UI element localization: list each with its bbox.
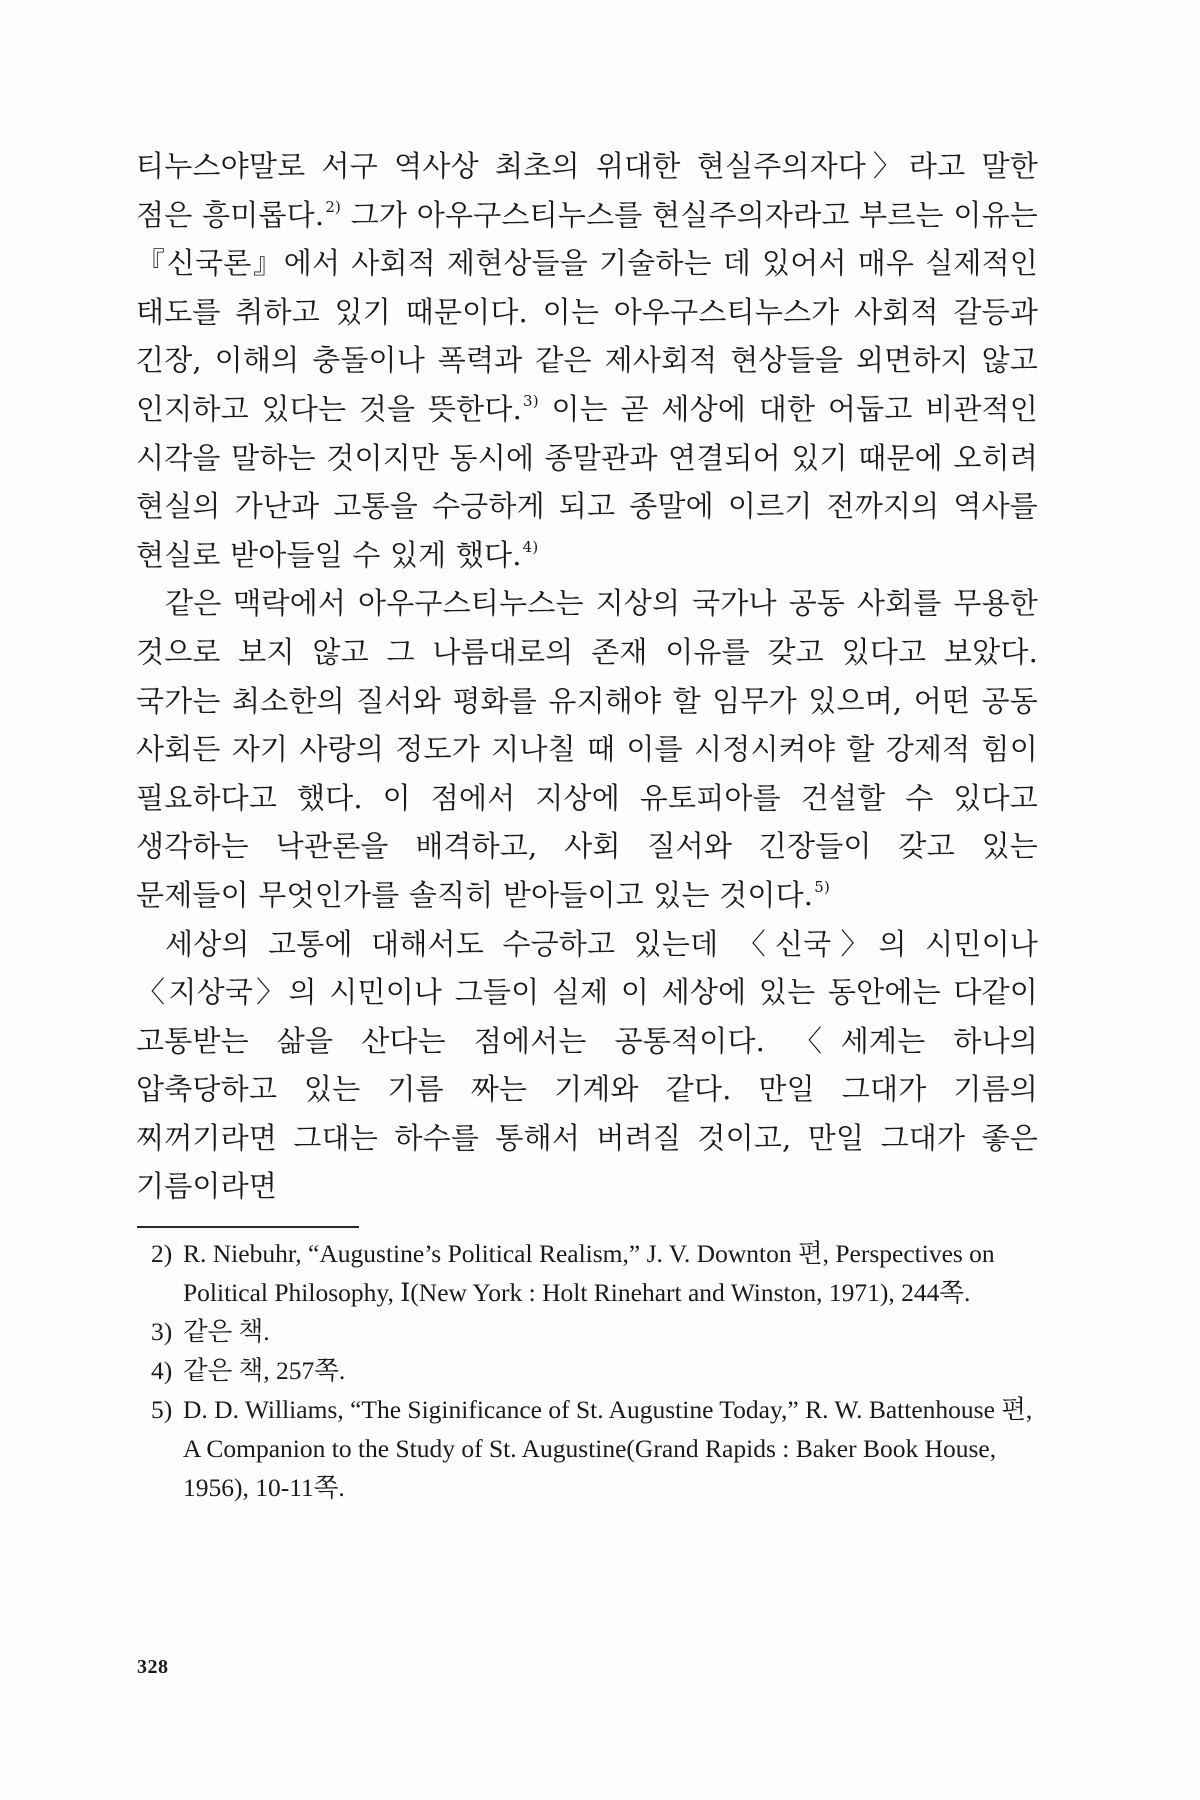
paragraph-2-text: 같은 맥락에서 아우구스티누스는 지상의 국가나 공동 사회를 무용한 것으로 보지 않고 그 나름대로의 존재 이유를 갖고 있다고 보았다. 국가는 최소한의 질서와 평화를 유지해야 할 임무가 있으며, 어떤 공동 사회든 자기 사랑의 정도가 지나칠 때 이를 시정시켜야 할 강제적 힘이 필요하다고 했다. 이 점에서 지상에 유토피아를 건설할 수 있다고 생각하는 낙관론을 배격하고, 사회 질서와 긴장들이 갖고 있는 문제들이 무엇인가를 솔직히 받아들이고 있는 것이다. — [136, 586, 1038, 912]
footnote-number: 3) — [151, 1317, 173, 1346]
paragraph-1-text-c: 이는 곧 세상에 대한 어둡고 비관적인 시각을 말하는 것이지만 동시에 종말관과 연결되어 있기 때문에 오히려 현실의 가난과 고통을 수긍하게 되고 종말에 이르기 전까지의 역사를 현실로 받아들일 수 있게 했다. — [136, 391, 1038, 572]
paragraph-3-text: 세상의 고통에 대해서도 수긍하고 있는데 〈신국〉의 시민이나 〈지상국〉의 시민이나 그들이 실제 이 세상에 있는 동안에는 다같이 고통받는 삶을 산다는 점에서는 공통적이다. 〈세계는 하나의 압축당하고 있는 기름 짜는 기계와 같다. 만일 그대가 기름의 찌꺼기라면 그대는 하수를 통해서 버려질 것이고, 만일 그대가 좋은 기름이라면 — [136, 926, 1038, 1204]
footnote-ref-3: 3) — [522, 391, 539, 410]
footnote-text: D. D. Williams, “The Siginificance of St. Augustine Today,” R. W. Battenhouse 편, A Companion to the Study of St. Augustine(Grand Rapids : Baker Book House, 1956), 10-11쪽. — [183, 1395, 1033, 1502]
footnote-number: 5) — [151, 1395, 173, 1424]
footnotes — [151, 1234, 1039, 1507]
paragraph-1-text-b: 그가 아우구스티누스를 현실주의자라고 부르는 이유는 『신국론』에서 사회적 제현상들을 기술하는 데 있어서 매우 실제적인 태도를 취하고 있기 때문이다. 이는 아우구스티누스가 사회적 갈등과 긴장, 이해의 충돌이나 폭력과 같은 제사회적 현상들을 외면하지 않고 인지하고 있다는 것을 뜻한다. — [136, 197, 1039, 426]
footnote-4 — [151, 1351, 1039, 1390]
footnote-text: R. Niebuhr, “Augustine’s Political Realism,” J. V. Downton 편, Perspectives on Political Philosophy, Ⅰ(New York : Holt Rinehart and Winston, 1971), 244쪽. — [183, 1239, 995, 1307]
footnote-ref-5: 5) — [814, 877, 831, 896]
footnote-2 — [151, 1234, 1039, 1312]
body-text — [136, 142, 1038, 1211]
footnote-text: 같은 책, 257쪽. — [183, 1356, 346, 1385]
paragraph-1 — [136, 142, 1038, 579]
footnote-text: 같은 책. — [183, 1317, 270, 1346]
page-number: 328 — [137, 1656, 169, 1678]
paragraph-1-text-a: 티누스야말로 서구 역사상 최초의 위대한 현실주의자다〉라고 말한 점은 흥미롭다. — [136, 149, 1038, 232]
footnote-3 — [151, 1312, 1039, 1351]
footnote-divider — [137, 1226, 359, 1228]
footnote-number: 2) — [151, 1239, 173, 1268]
footnote-number: 4) — [151, 1356, 173, 1385]
footnote-ref-4: 4) — [522, 537, 539, 556]
footnote-ref-2: 2) — [325, 197, 342, 216]
footnote-5 — [151, 1390, 1039, 1507]
paragraph-2 — [136, 579, 1038, 919]
paragraph-3 — [136, 920, 1038, 1212]
